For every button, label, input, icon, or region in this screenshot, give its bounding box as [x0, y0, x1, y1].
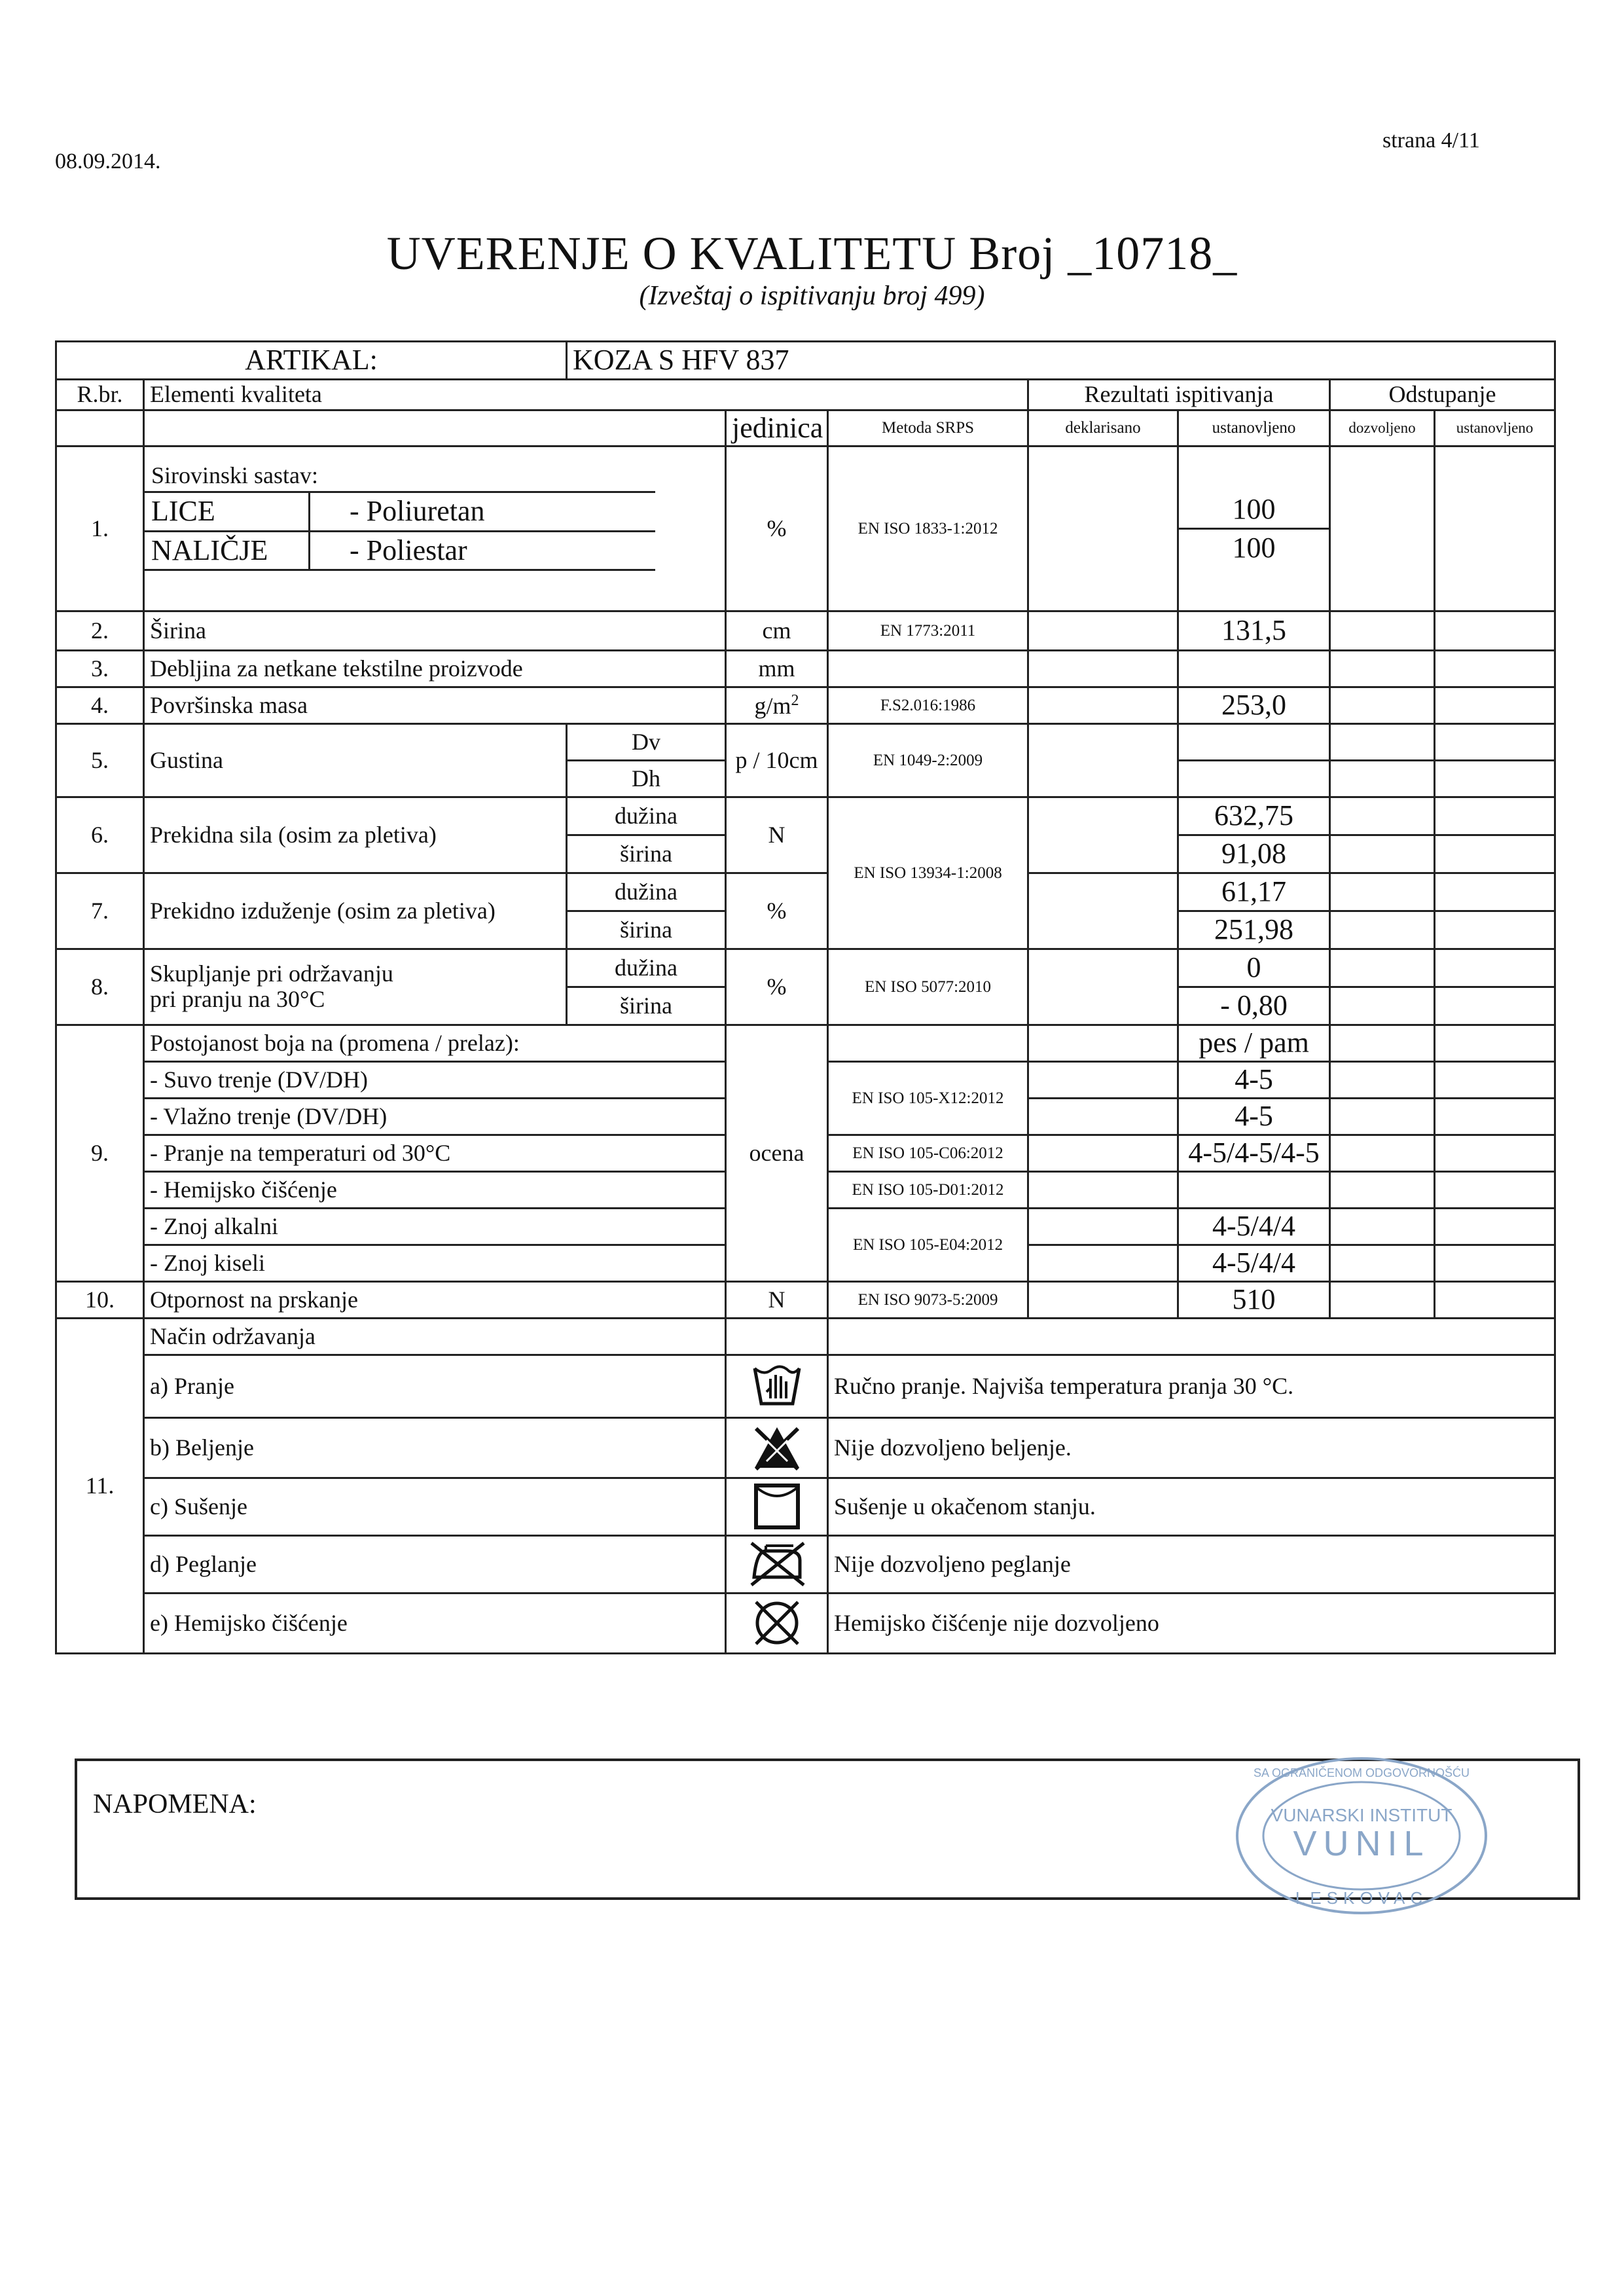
table-row [56, 873, 1555, 911]
table-row [56, 446, 1555, 611]
page-number: strana 4/11 [1382, 128, 1480, 153]
table-row [56, 687, 1555, 723]
hand-wash-icon [726, 1355, 828, 1417]
no-dry-clean-icon [726, 1593, 828, 1653]
unit-superscript: 2 [791, 691, 799, 709]
value-cell [1178, 1171, 1330, 1208]
document-date: 08.09.2014. [55, 149, 161, 173]
row-label: - Znoj kiseli [144, 1245, 726, 1281]
row-label: Debljina za netkane tekstilne proizvode [144, 650, 726, 687]
row-label: Širina [144, 611, 726, 650]
care-label: b) Beljenje [144, 1417, 726, 1478]
stamp-text-city: LESKOVAC [1295, 1888, 1428, 1908]
row-number: 10. [56, 1281, 144, 1318]
unit-cell: % [726, 873, 828, 949]
care-text: Nije dozvoljeno beljenje. [828, 1417, 1555, 1478]
unit-header: jedinica [726, 410, 828, 446]
table-row [56, 650, 1555, 687]
unit-cell: mm [726, 650, 828, 687]
note-label: NAPOMENA: [93, 1789, 257, 1819]
method-cell: EN 1049-2:2009 [828, 723, 1028, 797]
care-label: d) Peglanje [144, 1535, 726, 1593]
unit-cell: N [726, 797, 828, 873]
sub-label: dužina [567, 873, 726, 911]
sub-label: širina [567, 835, 726, 873]
value-cell: 510 [1178, 1281, 1330, 1318]
care-text: Nije dozvoljeno peglanje [828, 1535, 1555, 1593]
document-title: UVERENJE O KVALITETU Broj _10718_ [386, 227, 1238, 280]
method-header: Metoda SRPS [828, 410, 1028, 446]
method-cell: F.S2.016:1986 [828, 687, 1028, 723]
row-label-2: pri pranju na 30°C [150, 986, 325, 1013]
established-header: ustanovljeno [1178, 410, 1330, 446]
method-cell: EN ISO 13934-1:2008 [828, 797, 1028, 949]
value-cell: 4-5/4/4 [1178, 1208, 1330, 1245]
table-row [56, 611, 1555, 650]
method-cell: EN 1773:2011 [828, 611, 1028, 650]
row-label: - Vlažno trenje (DV/DH) [144, 1098, 726, 1135]
method-cell: EN ISO 5077:2010 [828, 949, 1028, 1025]
established2-header: ustanovljeno [1435, 410, 1555, 446]
row-number: 8. [56, 949, 144, 1025]
table-row [56, 797, 1555, 835]
line-dry-icon [726, 1478, 828, 1535]
unit-cell [726, 687, 828, 723]
care-text: Sušenje u okačenom stanju. [828, 1478, 1555, 1535]
value-cell: 253,0 [1178, 687, 1330, 723]
face-label: LICE [145, 493, 310, 530]
value-cell: 251,98 [1178, 911, 1330, 949]
row-number: 7. [56, 873, 144, 949]
table-row [56, 1318, 1555, 1355]
value-cell: 100 [1179, 491, 1329, 530]
no-bleach-icon [726, 1417, 828, 1478]
method-cell: EN ISO 1833-1:2012 [828, 446, 1028, 611]
sub-label: Dh [567, 760, 726, 797]
value-cell: 4-5/4-5/4-5 [1178, 1135, 1330, 1171]
stamp-text-institute: VUNARSKI INSTITUT [1271, 1805, 1453, 1825]
table-row [56, 723, 1555, 760]
unit-cell: N [726, 1281, 828, 1318]
institute-stamp [1231, 1751, 1492, 1921]
no-iron-icon [726, 1535, 828, 1593]
row-label: Prekidno izduženje (osim za pletiva) [144, 873, 567, 949]
unit-cell: ocena [726, 1025, 828, 1281]
sub-label: širina [567, 911, 726, 949]
row-label: Prekidna sila (osim za pletiva) [144, 797, 567, 873]
sub-label: Dv [567, 723, 726, 760]
method-cell: EN ISO 105-C06:2012 [828, 1135, 1028, 1171]
value-cell: 0 [1178, 949, 1330, 987]
row-label: Skupljanje pri održavanju [150, 960, 393, 987]
value-cell: 4-5 [1178, 1098, 1330, 1135]
row-number: 3. [56, 650, 144, 687]
row-number: 4. [56, 687, 144, 723]
row-label: Otpornost na prskanje [144, 1281, 726, 1318]
back-label: NALIČJE [145, 532, 310, 569]
value-cell: - 0,80 [1178, 987, 1330, 1025]
value-cell: pes / pam [1178, 1025, 1330, 1061]
sub-label: dužina [567, 797, 726, 835]
value-cell: 91,08 [1178, 835, 1330, 873]
article-value: KOZA S HFV 837 [567, 342, 1555, 380]
unit-cell: % [726, 446, 828, 611]
deviation-header: Odstupanje [1330, 380, 1555, 410]
table-row [56, 1025, 1555, 1061]
row-label: - Hemijsko čišćenje [144, 1171, 726, 1208]
row-label: Površinska masa [144, 687, 726, 723]
value-cell: 4-5 [1178, 1061, 1330, 1098]
results-header: Rezultati ispitivanja [1028, 380, 1330, 410]
method-cell: EN ISO 105-X12:2012 [828, 1061, 1028, 1135]
sub-label: širina [567, 987, 726, 1025]
elements-header: Elementi kvaliteta [144, 380, 1028, 410]
value-cell: 131,5 [1178, 611, 1330, 650]
stamp-text-name: VUNIL [1293, 1824, 1430, 1863]
method-cell: EN ISO 9073-5:2009 [828, 1281, 1028, 1318]
value-cell: 632,75 [1178, 797, 1330, 835]
unit-text: $g/m^2$ [754, 691, 799, 719]
row-label: - Suvo trenje (DV/DH) [144, 1061, 726, 1098]
care-label: e) Hemijsko čišćenje [144, 1593, 726, 1653]
table-row [56, 949, 1555, 987]
stamp-text-top: SA OGRANIČENOM ODGOVORNOŠĆU [1253, 1766, 1470, 1779]
care-text: Ručno pranje. Najviša temperatura pranja 30 °C. [828, 1355, 1555, 1417]
declared-header: deklarisano [1028, 410, 1178, 446]
value-cell: 61,17 [1178, 873, 1330, 911]
row-number: 2. [56, 611, 144, 650]
method-cell: EN ISO 105-E04:2012 [828, 1208, 1028, 1281]
unit-cell: cm [726, 611, 828, 650]
row-label: Postojanost boja na (promena / prelaz): [144, 1025, 726, 1061]
table-row [56, 1281, 1555, 1318]
value-cell: 100 [1232, 531, 1276, 564]
care-label: a) Pranje [144, 1355, 726, 1417]
row-number: 6. [56, 797, 144, 873]
unit-cell: % [726, 949, 828, 1025]
row-label: - Pranje na temperaturi od 30°C [144, 1135, 726, 1171]
composition-label: Sirovinski sastav: [151, 462, 319, 488]
method-cell: EN ISO 105-D01:2012 [828, 1171, 1028, 1208]
row-number: 5. [56, 723, 144, 797]
quality-table [55, 340, 1556, 1654]
face-material: - Poliuretan [350, 495, 485, 528]
care-label: c) Sušenje [144, 1478, 726, 1535]
article-label: ARTIKAL: [56, 342, 567, 380]
unit-cell: p / 10cm [726, 723, 828, 797]
allowed-header: dozvoljeno [1330, 410, 1435, 446]
value-cell: 4-5/4/4 [1178, 1245, 1330, 1281]
row-number: 9. [56, 1025, 144, 1281]
row-number: 1. [56, 446, 144, 611]
row-label: - Znoj alkalni [144, 1208, 726, 1245]
sub-label: dužina [567, 949, 726, 987]
document-subtitle: (Izveštaj o ispitivanju broj 499) [639, 281, 985, 311]
rbr-header: R.br. [56, 380, 144, 410]
row-label: Način održavanja [144, 1318, 726, 1355]
care-text: Hemijsko čišćenje nije dozvoljeno [828, 1593, 1555, 1653]
row-number: 11. [56, 1318, 144, 1653]
back-material: - Poliestar [350, 534, 467, 566]
row-label: Gustina [144, 723, 567, 797]
